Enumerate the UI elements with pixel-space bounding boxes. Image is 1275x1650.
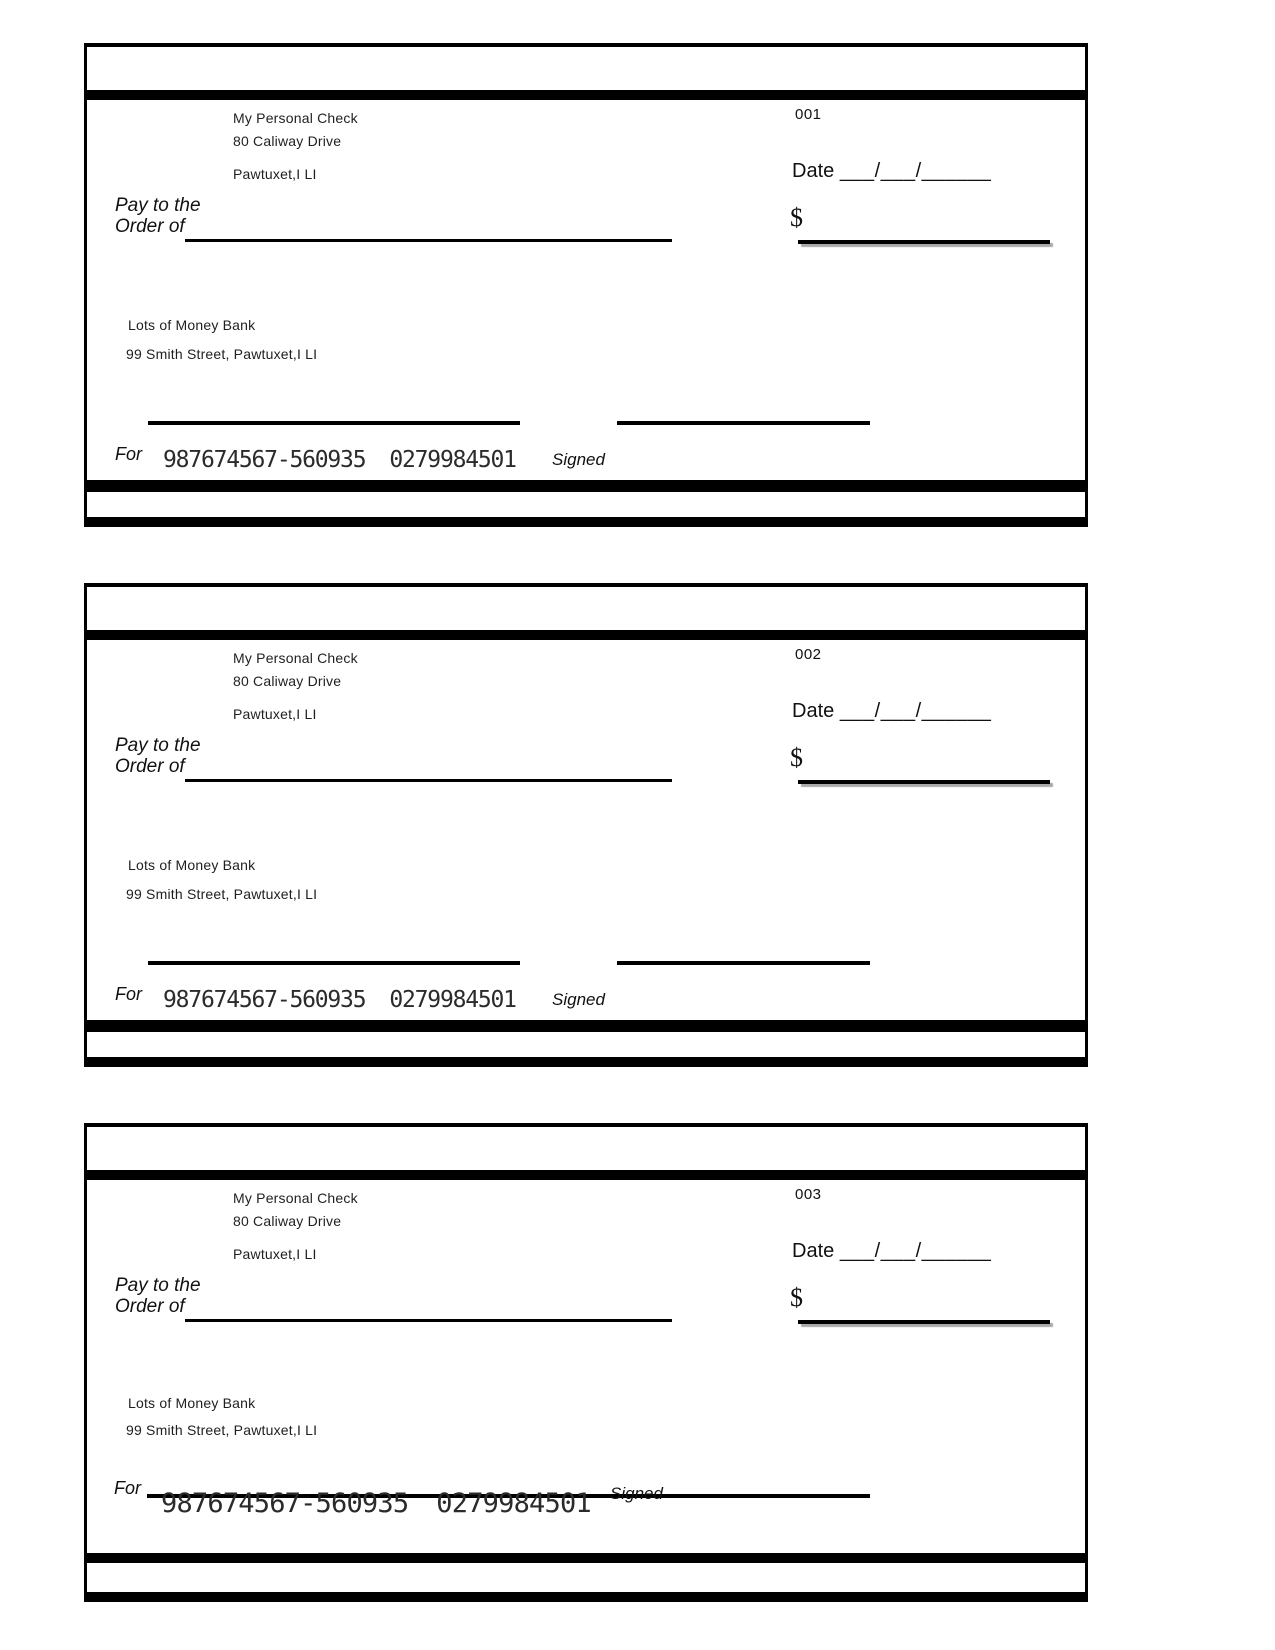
pay-to-label-line1: Pay to the bbox=[115, 195, 201, 216]
check-number: 003 bbox=[795, 1186, 822, 1203]
check-number: 002 bbox=[795, 646, 822, 663]
payer-city: Pawtuxet,I LI bbox=[233, 706, 317, 722]
signed-label: Signed bbox=[552, 450, 605, 469]
amount-line[interactable] bbox=[798, 780, 1050, 784]
memo-line[interactable] bbox=[148, 961, 520, 965]
date-blank-line[interactable]: ___/___/______ bbox=[839, 160, 992, 182]
payer-city: Pawtuxet,I LI bbox=[233, 1246, 317, 1262]
signed-label: Signed bbox=[552, 990, 605, 1009]
pay-to-order-label bbox=[115, 735, 201, 777]
signature-line[interactable] bbox=[617, 421, 870, 425]
separator-band-top bbox=[87, 630, 1085, 640]
payer-name: My Personal Check bbox=[233, 1190, 358, 1206]
separator-band-top bbox=[87, 90, 1085, 100]
check-003 bbox=[84, 1123, 1088, 1602]
micr-number bbox=[163, 447, 516, 473]
payer-name: My Personal Check bbox=[233, 110, 358, 126]
bank-address: 99 Smith Street, Pawtuxet,I LI bbox=[126, 1422, 318, 1438]
pay-to-label-line1: Pay to the bbox=[115, 1275, 201, 1296]
payer-city: Pawtuxet,I LI bbox=[233, 166, 317, 182]
date-label: Date bbox=[792, 160, 835, 182]
micr-number bbox=[163, 987, 516, 1013]
pay-to-label-line2: Order of bbox=[115, 216, 185, 237]
payee-line[interactable] bbox=[185, 239, 672, 242]
payer-street: 80 Caliway Drive bbox=[233, 133, 342, 149]
bank-name: Lots of Money Bank bbox=[128, 857, 256, 873]
amount-symbol: $ bbox=[790, 1283, 803, 1312]
amount-symbol: $ bbox=[790, 743, 803, 772]
pay-to-label-line1: Pay to the bbox=[115, 735, 201, 756]
pay-to-label-line2: Order of bbox=[115, 756, 185, 777]
date-blank-line[interactable]: ___/___/______ bbox=[839, 1240, 992, 1262]
date-row bbox=[792, 1240, 991, 1263]
check-002 bbox=[84, 583, 1088, 1067]
bank-address: 99 Smith Street, Pawtuxet,I LI bbox=[126, 346, 318, 362]
amount-line[interactable] bbox=[798, 240, 1050, 244]
amount-line[interactable] bbox=[798, 1320, 1050, 1324]
date-row bbox=[792, 160, 991, 183]
for-label: For bbox=[114, 1478, 141, 1498]
separator-band-bottom bbox=[87, 1020, 1085, 1032]
check-number: 001 bbox=[795, 106, 822, 123]
for-label: For bbox=[115, 984, 142, 1004]
micr-routing-number: 987674567-560935 bbox=[163, 447, 366, 473]
micr-account-number: 0279984501 bbox=[389, 447, 516, 473]
date-label: Date bbox=[792, 1240, 835, 1262]
payer-name: My Personal Check bbox=[233, 650, 358, 666]
bank-name: Lots of Money Bank bbox=[128, 1395, 256, 1411]
signed-label: Signed bbox=[610, 1484, 663, 1503]
micr-number bbox=[161, 1488, 591, 1519]
pay-to-label-line2: Order of bbox=[115, 1296, 185, 1317]
amount-symbol: $ bbox=[790, 203, 803, 232]
separator-band-top bbox=[87, 1170, 1085, 1180]
micr-account-number: 0279984501 bbox=[389, 987, 516, 1013]
check-001 bbox=[84, 43, 1088, 527]
payer-street: 80 Caliway Drive bbox=[233, 673, 342, 689]
date-blank-line[interactable]: ___/___/______ bbox=[839, 700, 992, 722]
micr-routing-number: 987674567-560935 bbox=[161, 1488, 409, 1519]
memo-line[interactable] bbox=[148, 421, 520, 425]
bank-name: Lots of Money Bank bbox=[128, 317, 256, 333]
separator-band-bottom bbox=[87, 480, 1085, 492]
payer-street: 80 Caliway Drive bbox=[233, 1213, 342, 1229]
date-label: Date bbox=[792, 700, 835, 722]
separator-band-bottom bbox=[87, 1553, 1085, 1563]
for-label: For bbox=[115, 444, 142, 464]
micr-account-number: 0279984501 bbox=[436, 1488, 591, 1519]
bank-address: 99 Smith Street, Pawtuxet,I LI bbox=[126, 886, 318, 902]
date-row bbox=[792, 700, 991, 723]
pay-to-order-label bbox=[115, 195, 201, 237]
payee-line[interactable] bbox=[185, 779, 672, 782]
payee-line[interactable] bbox=[185, 1319, 672, 1322]
micr-routing-number: 987674567-560935 bbox=[163, 987, 366, 1013]
pay-to-order-label bbox=[115, 1275, 201, 1317]
signature-line[interactable] bbox=[617, 961, 870, 965]
